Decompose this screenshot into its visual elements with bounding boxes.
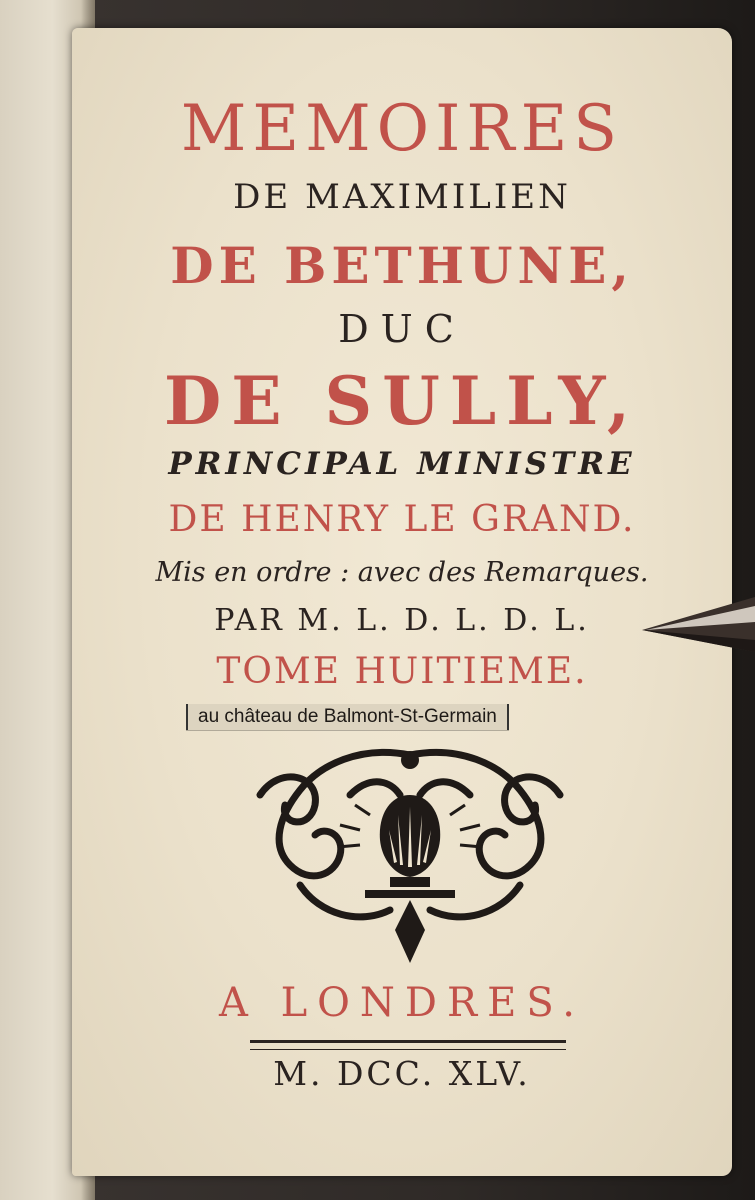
subtitle-principal-ministre: PRINCIPAL MINISTRE (168, 446, 636, 482)
volume-line: TOME HUITIEME. (216, 651, 588, 692)
title-duc: DUC (338, 307, 466, 351)
title-de-maximilien: DE MAXIMILIEN (233, 177, 571, 217)
title-memoires: MEMOIRES (180, 92, 624, 166)
author-line: PAR M. L. D. L. D. L. (214, 603, 590, 638)
imprint-place: A LONDRES. (218, 980, 586, 1026)
imprint-date: M. DCC. XLV. (273, 1054, 531, 1093)
ownership-label: au château de Balmont-St-Germain (186, 704, 509, 730)
subtitle-remarques: Mis en ordre : avec des Remarques. (155, 557, 649, 588)
title-de-bethune: DE BETHUNE, (170, 236, 634, 295)
subtitle-henry-le-grand: DE HENRY LE GRAND. (168, 499, 636, 540)
title-de-sully: DE SULLY, (164, 362, 640, 440)
ornament-vignette (240, 735, 580, 965)
page-pointer-marker (640, 592, 755, 662)
imprint-rule (250, 1040, 566, 1050)
